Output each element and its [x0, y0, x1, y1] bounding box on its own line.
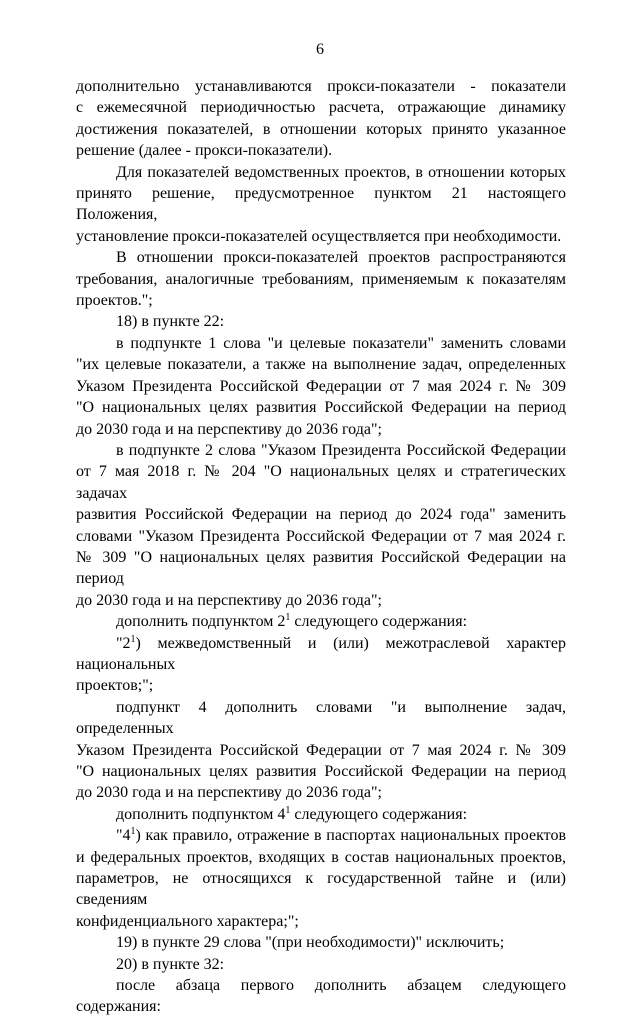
- text-line: "О национальных целях развития Российской Федерации на период: [76, 763, 566, 780]
- text-line: от 7 мая 2018 г. № 204 "О национальных целях и стратегических задачах: [76, 463, 566, 502]
- paragraph: [76, 333, 566, 440]
- text-line: решение (далее - прокси-показатели).: [76, 142, 333, 160]
- paragraph: [76, 76, 566, 162]
- paragraph: [76, 440, 566, 611]
- text-line: дополнить подпунктом $2^1$ следующего содержания:: [116, 612, 468, 631]
- text-line: проектов.";: [76, 292, 153, 310]
- text-line: Указом Президента Российской Федерации от 7 мая 2024 г. № 309: [76, 741, 566, 759]
- text-line: "$2^1$) межведомственный и (или) межотраслевой характер национальных: [76, 633, 566, 673]
- paragraph: [76, 804, 566, 825]
- paragraph: [76, 975, 566, 1018]
- text-line: с ежемесячной периодичностью расчета, отражающие динамику: [76, 99, 566, 117]
- paragraph: [76, 611, 566, 632]
- document-body: [76, 76, 566, 1018]
- text-line: дополнить подпунктом $4^1$ следующего содержания:: [116, 804, 468, 823]
- text-line: достижения показателей, в отношении которых принято указанное: [76, 120, 566, 138]
- text-line: В отношении прокси-показателей проектов распространяются: [116, 249, 566, 267]
- text-line: 19) в пункте 29 слова "(при необходимости)" исключить;: [116, 934, 505, 952]
- text-line: 20) в пункте 32:: [116, 955, 225, 973]
- paragraph: [76, 825, 566, 932]
- text-line: и федеральных проектов, входящих в состав национальных проектов,: [76, 848, 566, 866]
- text-line: до 2030 года и на перспективу до 2036 года";: [76, 591, 382, 609]
- text-line: требования, аналогичные требованиям, применяемым к показателям: [76, 270, 566, 288]
- text-line: принято решение, предусмотренное пунктом 21 настоящего Положения,: [76, 185, 566, 224]
- paragraph: [76, 311, 566, 332]
- text-line: конфиденциального характера;";: [76, 912, 299, 930]
- paragraph: [76, 954, 566, 975]
- text-line: Указом Президента Российской Федерации от 7 мая 2024 г. № 309: [76, 377, 566, 395]
- text-line: словами "Указом Президента Российской Федерации от 7 мая 2024 г.: [76, 527, 566, 545]
- paragraph: [76, 932, 566, 953]
- text-line: до 2030 года и на перспективу до 2036 года";: [76, 784, 382, 802]
- text-line: Для показателей ведомственных проектов, в отношении которых: [116, 163, 566, 181]
- text-line: "$4^1$) как правило, отражение в паспортах национальных проектов: [116, 826, 566, 845]
- text-line: "их целевые показатели, а также на выполнение задач, определенных: [76, 356, 566, 374]
- text-line: 18) в пункте 22:: [116, 313, 225, 331]
- paragraph: [76, 697, 566, 804]
- text-line: до 2030 года и на перспективу до 2036 года";: [76, 420, 382, 438]
- paragraph: [76, 247, 566, 311]
- text-line: в подпункте 1 слова "и целевые показатели" заменить словами: [116, 334, 566, 352]
- text-line: подпункт 4 дополнить словами "и выполнение задач, определенных: [76, 698, 566, 738]
- text-line: № 309 "О национальных целях развития Российской Федерации на период: [76, 548, 566, 588]
- page-number: 6: [316, 41, 324, 58]
- text-line: после абзаца первого дополнить абзацем следующего содержания:: [76, 977, 566, 1016]
- text-line: в подпункте 2 слова "Указом Президента Российской Федерации: [116, 441, 566, 459]
- text-line: проектов;";: [76, 677, 154, 695]
- paragraph: [76, 633, 566, 697]
- text-line: "О национальных целях развития Российской Федерации на период: [76, 399, 566, 417]
- text-line: дополнительно устанавливаются прокси-показатели - показатели: [76, 78, 566, 95]
- paragraph: [76, 162, 566, 248]
- text-line: установление прокси-показателей осуществляется при необходимости.: [76, 227, 562, 245]
- text-line: развития Российской Федерации на период до 2024 года" заменить: [76, 506, 566, 524]
- text-line: параметров, не относящихся к государственной тайне и (или) сведениям: [76, 870, 566, 909]
